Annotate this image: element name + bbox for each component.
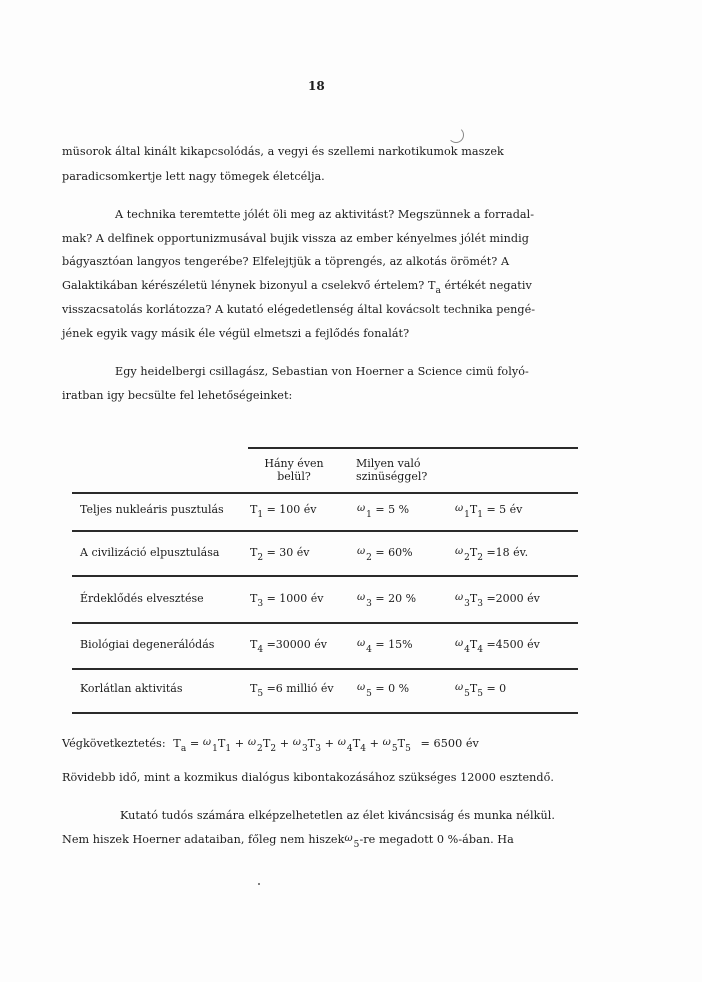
t-symbol: T xyxy=(469,638,478,651)
row-expected-time xyxy=(455,682,507,699)
row-probability xyxy=(357,503,410,520)
expected-value: =2000 év xyxy=(482,592,540,605)
paragraph-2-line-1: A technika teremtette jólét öli meg az aktivitást? Megszünnek a forradal- xyxy=(115,208,535,221)
omega-symbol: ω xyxy=(455,592,464,603)
omega-symbol: ω xyxy=(357,503,366,514)
omega-index: 5 xyxy=(366,689,372,699)
probability-value: = 20 % xyxy=(371,592,417,605)
row-probability xyxy=(357,638,413,655)
paragraph-2-line-5: visszacsatolás korlátozza? A kutató elégedetlenség által kovácsolt technika pengé- xyxy=(62,303,536,316)
row-label: Teljes nukleáris pusztulás xyxy=(80,503,224,516)
paragraph-3-line-1: Egy heidelbergi csillagász, Sebastian von Hoerner a Science cimü folyó- xyxy=(115,365,529,378)
stray-mark xyxy=(258,883,260,885)
formula-result: = 6500 év xyxy=(420,737,479,750)
page-number: 18 xyxy=(308,79,325,93)
formula-term: $\omega_1T_1$ xyxy=(202,737,232,754)
paragraph-3-line-2: iratban igy becsülte fel lehetőségeinket: xyxy=(62,389,293,402)
conclusion-formula: Végkövetkeztetés: $T_a = \omega_1T_1 + \omega_2T_2 + \omega_3T_3 + \omega_4T_4 + \omega_5T_5 = 6500$ év xyxy=(62,737,479,754)
row-time xyxy=(250,592,324,609)
row-expected-time xyxy=(455,546,529,563)
row-probability xyxy=(357,682,410,699)
row-time xyxy=(250,503,317,520)
omega-index: 5 xyxy=(464,689,470,699)
t-symbol: T xyxy=(469,546,478,559)
omega-index: 1 xyxy=(464,510,470,520)
omega-5-symbol: $\omega_5$ xyxy=(344,833,360,850)
expected-value: = 0 xyxy=(482,682,507,695)
t-symbol: T xyxy=(250,503,258,516)
t-symbol: T xyxy=(469,682,478,695)
t-symbol: T xyxy=(469,503,478,516)
row-expected-time xyxy=(455,638,540,655)
t-value: =30000 év xyxy=(263,638,328,651)
omega-symbol: ω xyxy=(455,503,464,514)
paragraph-5-line-1: Kutató tudós számára elképzelhetetlen az élet kiváncsiság és munka nélkül. xyxy=(120,809,555,822)
row-rule xyxy=(72,712,578,714)
probability-value: = 15% xyxy=(371,638,413,651)
formula-term: + $\omega_5T_5$ xyxy=(365,737,411,754)
t-symbol: T xyxy=(250,592,258,605)
row-rule xyxy=(72,575,578,577)
t-index: 5 xyxy=(257,689,264,699)
omega-index: 1 xyxy=(366,510,372,520)
formula-term: + $\omega_3T_3$ xyxy=(276,737,322,754)
paragraph-2-line-4-tail: értékét negativ xyxy=(444,279,532,292)
row-time xyxy=(250,638,328,655)
row-probability xyxy=(357,546,413,563)
omega-index: 2 xyxy=(366,553,372,563)
paragraph-4: Rövidebb idő, mint a kozmikus dialógus kibontakozásához szükséges 12000 esztendő. xyxy=(62,771,555,784)
t-value: = 1000 év xyxy=(263,592,324,605)
paragraph-1-line-2: paradicsomkertje lett nagy tömegek életcélja. xyxy=(62,170,325,183)
row-time xyxy=(250,546,310,563)
t-index: 3 xyxy=(477,599,483,609)
t-index: 4 xyxy=(257,645,264,655)
symbol-t-a: $T_a$ xyxy=(427,279,441,296)
omega-symbol: ω xyxy=(455,546,464,557)
omega-symbol: ω xyxy=(357,638,366,649)
t-symbol: T xyxy=(250,638,258,651)
header-bottom-rule xyxy=(72,492,578,494)
t-symbol: T xyxy=(250,546,258,559)
paragraph-2-line-3: bágyasztóan langyos tengerébe? Elfelejtjük a töprengés, az alkotás örömét? A xyxy=(62,255,510,268)
t-index: 1 xyxy=(477,510,483,520)
header-probability: Milyen való szinüséggel? xyxy=(356,457,428,483)
expected-value: =18 év. xyxy=(482,546,529,559)
t-value: = 30 év xyxy=(263,546,310,559)
t-index: 1 xyxy=(257,510,264,520)
expected-value: =4500 év xyxy=(482,638,540,651)
omega-symbol: ω xyxy=(357,546,366,557)
t-symbol: T xyxy=(469,592,478,605)
expected-value: = 5 év xyxy=(482,503,523,516)
row-rule xyxy=(72,530,578,532)
row-expected-time xyxy=(455,592,540,609)
table-top-rule xyxy=(248,447,578,449)
paragraph-2-line-4-text: Galaktikában kérészéletü lénynek bizonyul a cselekvő értelem? xyxy=(62,279,425,292)
probability-value: = 60% xyxy=(371,546,413,559)
paragraph-2-line-4 xyxy=(62,279,532,296)
omega-index: 4 xyxy=(366,645,372,655)
row-label: Korlátlan aktivitás xyxy=(80,682,183,695)
row-rule xyxy=(72,668,578,670)
t-index: 3 xyxy=(257,599,264,609)
formula-term: + $\omega_2T_2$ xyxy=(231,737,277,754)
formula-lhs: $T_a$ xyxy=(173,737,187,754)
omega-index: 2 xyxy=(464,553,470,563)
ink-smudge xyxy=(448,127,464,143)
t-value: = 100 év xyxy=(263,503,317,516)
t-index: 2 xyxy=(257,553,264,563)
omega-index: 4 xyxy=(464,645,470,655)
row-expected-time xyxy=(455,503,523,520)
conclusion-label: Végkövetkeztetés: xyxy=(62,737,166,750)
header-time-within: Hány éven belül? xyxy=(264,457,324,483)
t-value: =6 millió év xyxy=(263,682,334,695)
omega-symbol: ω xyxy=(357,592,366,603)
row-probability xyxy=(357,592,417,609)
paragraph-1-line-1: müsorok által kinált kikapcsolódás, a vegyi és szellemi narkotikumok maszek xyxy=(62,145,504,158)
formula-term: + $\omega_4T_4$ xyxy=(321,737,366,754)
omega-symbol: ω xyxy=(455,638,464,649)
row-time xyxy=(250,682,334,699)
paragraph-2-line-2: mak? A delfinek opportunizmusával bujik vissza az ember kényelmes jólét mindig xyxy=(62,232,529,245)
probability-value: = 5 % xyxy=(371,503,410,516)
row-label: A civilizáció elpusztulása xyxy=(80,546,220,559)
t-index: 2 xyxy=(477,553,483,563)
t-symbol: T xyxy=(250,682,258,695)
paragraph-5-line-2: Nem hiszek Hoerner adataiban, főleg nem hiszekω$_5$-re megadott 0 %-ában. Ha xyxy=(62,833,514,850)
probability-value: = 0 % xyxy=(371,682,410,695)
paragraph-2-line-6: jének egyik vagy másik éle végül elmetszi a fejlődés fonalát? xyxy=(62,327,410,340)
row-rule xyxy=(72,622,578,624)
t-index: 5 xyxy=(477,689,483,699)
omega-symbol: ω xyxy=(357,682,366,693)
omega-symbol: ω xyxy=(455,682,464,693)
omega-index: 3 xyxy=(464,599,470,609)
omega-index: 3 xyxy=(366,599,372,609)
row-label: Érdeklődés elvesztése xyxy=(80,592,204,605)
t-index: 4 xyxy=(477,645,483,655)
row-label: Biológiai degenerálódás xyxy=(80,638,215,651)
